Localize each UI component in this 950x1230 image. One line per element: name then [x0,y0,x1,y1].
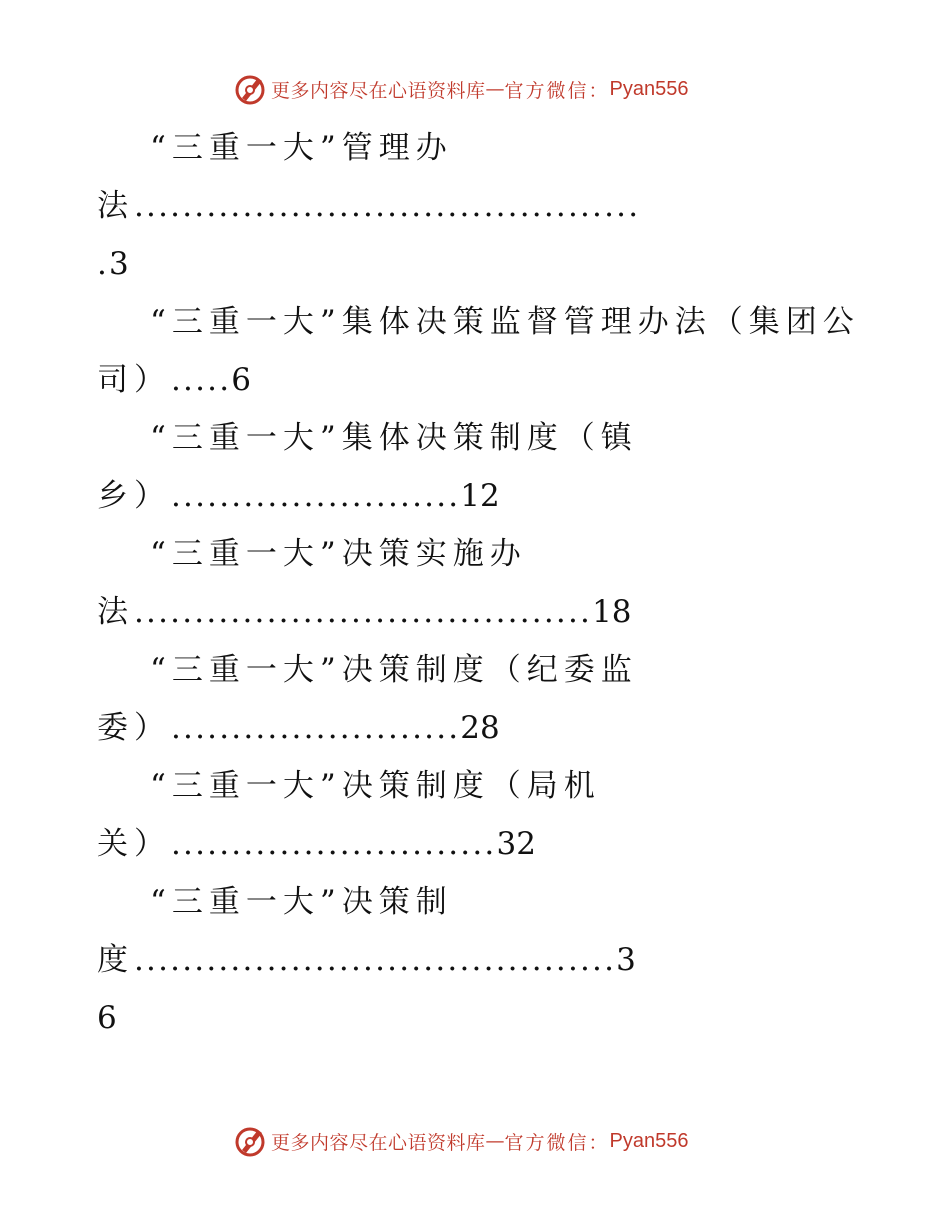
toc-entry-1-line2 [97,186,640,226]
toc-entry-2-leader: ..... [171,362,232,398]
toc-entry-3-title-cont: 乡） [97,478,171,514]
toc-entry-7-line2 [97,940,636,980]
toc-entry-7-leader: ........................................ [134,942,617,978]
watermark-wechat-id: Pyan556 [609,1129,689,1152]
toc-entry-4-page-number: 18 [592,594,632,630]
toc-entry-1-leader: .......................................... [134,188,641,224]
pen-circle-logo-icon [233,1124,267,1158]
toc-entry-4-line2 [97,592,632,632]
header-watermark [0,68,950,108]
toc-entry-6-title-cont: 关） [97,826,171,862]
toc-entry-3-page-number: 12 [460,478,500,514]
watermark-wechat-id: Pyan556 [609,77,689,100]
toc-entry-5-title-cont: 委） [97,710,171,746]
toc-entry-6-line2 [97,824,536,864]
toc-entry-2-line2 [97,360,251,400]
watermark-text: 更多内容尽在心语资料库 [271,79,486,102]
toc-entry-1-title: “三重一大”管理办 [150,130,453,166]
toc-entry-7-page-number-part1: 3 [616,942,636,978]
toc-entry-1-page [97,244,131,284]
toc-entry-7-title-cont: 度 [97,942,134,978]
footer-watermark [0,1120,950,1160]
toc-entry-4-title-cont: 法 [97,594,134,630]
watermark-dash: — [485,1130,505,1152]
toc-entry-6-title: “三重一大”决策制度（局机 [150,768,601,804]
toc-entry-3-title: “三重一大”集体决策制度（镇 [150,420,638,456]
toc-entry-4-leader: ...................................... [134,594,593,630]
toc-entry-5-page-number: 28 [460,710,500,746]
pen-circle-logo-icon [233,72,267,106]
toc-entry-5-line2 [97,708,500,748]
toc-entry-7-page-number-part2: 6 [97,1000,117,1036]
toc-entry-6-leader: ........................... [171,826,497,862]
watermark-dash: — [485,78,505,100]
toc-entry-3-line2 [97,476,500,516]
toc-entry-2-title-cont: 司） [97,362,171,398]
watermark-official-label: 官方微信： [504,79,610,102]
toc-entry-5-leader: ........................ [171,710,461,746]
toc-entry-3-leader: ........................ [171,478,461,514]
watermark-text: 更多内容尽在心语资料库 [271,1131,486,1154]
watermark-official-label: 官方微信： [504,1131,610,1154]
toc-entry-2-title: “三重一大”集体决策监督管理办法（集团公 [150,304,860,340]
toc-entry-6-page-number: 32 [496,826,536,862]
toc-entry-1-title-cont: 法 [97,188,134,224]
toc-entry-7-page [97,998,117,1038]
toc-entry-4-title: “三重一大”决策实施办 [150,536,527,572]
toc-entry-5-title: “三重一大”决策制度（纪委监 [150,652,638,688]
toc-entry-2-page-number: 6 [231,362,252,398]
toc-entry-7-title: “三重一大”决策制 [150,884,453,920]
toc-entry-1-page-number: .3 [97,246,131,282]
